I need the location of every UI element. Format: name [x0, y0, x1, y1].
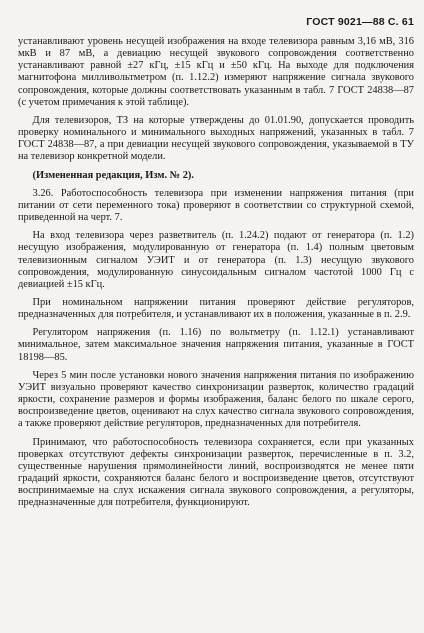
section-3-26: 3.26. Работоспособность телевизора при изменении напряжения питания (при питании от сети переменного тока) проверяют в соответствии со структурной схемой, приведенной на черт. 7.: [18, 187, 414, 224]
paragraph-continued: устанавливают уровень несущей изображения на входе телевизора равным 3,16 мВ, 316 мкВ и 87 мВ, а девиацию несущей звукового сопровождения соответственно устанавливают равной ±27 кГц, ±15 кГц и ±50 кГц. На выходе для подключения магнитофона милливольтметром (п. 1.12.2) измеряют напряжение сигнала звукового сопровождения, которые должны соответствовать указанным в табл. 7 ГОСТ 24838—87 (с учетом примечания к этой таблице).: [18, 36, 414, 108]
paragraph: При номинальном напряжении питания проверяют действие регуляторов, предназначенных для потребителя, и устанавливают их в положения, указанные в п. 2.9.: [18, 296, 414, 321]
paragraph: Для телевизоров, ТЗ на которые утверждены до 01.01.90, допускается проводить проверку номинального и минимального выходных напряжений, указанных в табл. 7 ГОСТ 24838—87, а при девиации несущей звукового сопровождения, указываемой в ТУ на телевизор конкретной модели.: [18, 114, 414, 163]
page-header: ГОСТ 9021—88 С. 61: [306, 16, 414, 28]
paragraph: Через 5 мин после установки нового значения напряжения питания по изображению УЭИТ визуально проверяют качество синхронизации разверток, количество градаций яркости, сохранение размеров и формы изображения, баланс белого по шкале серого, воспроизведение цветов, оценивают на слух качество сигнала звукового сопровождения, а также проверяют действие регуляторов, предназначенных для потребителя.: [18, 369, 414, 430]
amendment-note: (Измененная редакция, Изм. № 2).: [32, 169, 194, 181]
paragraph: На вход телевизора через разветвитель (п. 1.24.2) подают от генератора (п. 1.2) несущую изображения, модулированную от генератора (п. 1.4) полным цветовым телевизионным сигналом УЭИТ и от генератора (п. 1.3) несущую звукового сопровождения, модулированную синусоидальным сигналом частотой 1000 Гц с девиацией ±15 кГц.: [18, 230, 414, 290]
paragraph: Регулятором напряжения (п. 1.16) по вольтметру (п. 1.12.1) устанавливают минимальное, затем максимальное значения напряжения питания, указанные в ГОСТ 18198—85.: [18, 327, 414, 363]
document-body: [18, 36, 414, 515]
paragraph: Принимают, что работоспособность телевизора сохраняется, если при указанных проверках отсутствуют дефекты синхронизации разверток, перечисленные в п. 3.2, существенные нарушения прямолинейности линий, воспроизводятся не менее пяти градаций яркости, сохраняются баланс белого и воспроизведение цветов, отсутствуют воспринимаемые на слух искажения сигнала звукового сопровождения, а регуляторы, предназначенные для потребителя, функционируют.: [18, 436, 414, 509]
